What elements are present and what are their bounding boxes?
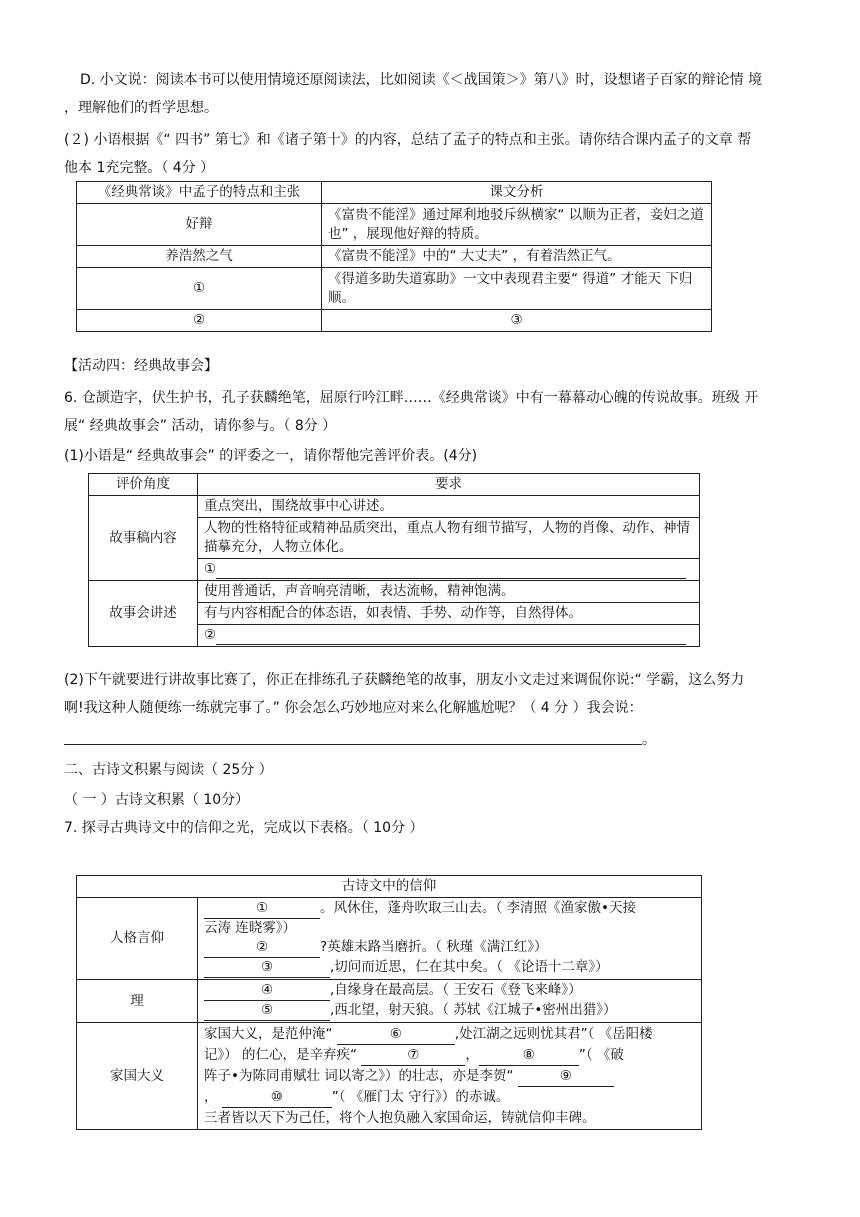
table-cell — [198, 1023, 702, 1130]
blank-mark: ② — [204, 627, 217, 643]
q6-line2: 展“ 经典故事会” 活动，请你参与。（ 8分 ） — [64, 418, 337, 434]
table-cell: 人物的性格特征或精神品质突出，重点人物有细节描写，人物的肖像、动作、神情描摹充分，人物立体化。 — [198, 518, 700, 559]
table-cell — [198, 980, 702, 1023]
evaluation-table — [88, 473, 700, 647]
q6-2-line2: 啊!我这种人随便练一练就完事了。” 你会怎么巧妙地应对来么化解尴尬呢？（ 4 分 ）我会说： — [64, 700, 643, 716]
eval-group-label: 故事会讲述 — [89, 581, 198, 647]
table-header: 课文分析 — [322, 182, 712, 204]
activity-heading: 【活动四：经典故事会】 — [64, 358, 218, 374]
table-cell: 养浩然之气 — [77, 246, 322, 268]
answer-blank-eval-2[interactable] — [198, 625, 700, 647]
q2-line1: (２) 小语根据《“ 四书” 第七》和《诸子第十》的内容，总结了孟子的特点和主张。请你结合课内孟子的文章 帮 — [64, 132, 752, 148]
answer-blank-9[interactable]: ⑨ — [518, 1066, 614, 1087]
q7-prompt: 7. 探寻古典诗文中的信仰之光，完成以下表格。（ 10分 ） — [64, 820, 424, 836]
text-span: ”（ 《破 — [578, 1047, 624, 1063]
answer-blank-1[interactable]: ① — [77, 268, 322, 310]
answer-blank-5[interactable]: ⑤ — [204, 1001, 330, 1021]
table-header: 评价角度 — [89, 474, 198, 496]
poem-line: 云涛 连晓雾》） — [204, 920, 297, 936]
subsection-heading: （ 一 ）古诗文积累（ 10分） — [64, 792, 250, 808]
answer-blank-10[interactable]: ⑩ — [222, 1087, 332, 1108]
text-span: 阵子•为陈同甫赋壮 词以寄之》）的壮志，亦是李贺“ — [204, 1068, 514, 1084]
poem-line: ,自缘身在最高层。（ 王安石《登飞来峰》） — [330, 982, 582, 998]
answer-blank-1[interactable]: ① — [204, 899, 320, 919]
text-span: ， — [465, 1047, 479, 1063]
answer-blank-4[interactable]: ④ — [204, 981, 330, 1001]
text-span: 家国大义，是范仲淹“ — [204, 1026, 333, 1042]
text-span: ， — [204, 1089, 218, 1105]
table-cell — [198, 898, 702, 980]
answer-blank-2[interactable]: ② — [204, 938, 320, 958]
row-label: 理 — [77, 980, 198, 1023]
answer-blank-6[interactable]: ⑥ — [337, 1024, 455, 1045]
answer-blank-2[interactable]: ② — [77, 310, 322, 332]
item-d-line1: D. 小文说：阅读本书可以使用情境还原阅读法，比如阅读《＜战国策＞》第八》时，设想诸子百家的辩论情 境 — [80, 72, 763, 88]
text-span: 三者皆以天下为己任，将个人抱负融入家国命运，铸就信仰丰碑。 — [204, 1110, 596, 1126]
table-header: 《经典常谈》中孟子的特点和主张 — [77, 182, 322, 204]
answer-line[interactable] — [64, 744, 642, 745]
poem-line: 。风休住，蓬舟吹取三山去。（ 李清照《渔家傲•天接 — [320, 900, 637, 916]
answer-line-end: 。 — [642, 732, 656, 748]
text-span: ,处江湖之远则忧其君”（ 《岳阳楼 — [454, 1026, 653, 1042]
q6-line1: 6. 仓颉造字，伏生护书，孔子获麟绝笔，屈原行吟江畔……《经典常谈》中有一幕幕动心魄的传说故事。班级 开 — [64, 390, 759, 406]
text-span: ”（ 《雁门太 守行》）的赤诚。 — [331, 1089, 510, 1105]
table-cell: 有与内容相配合的体态语，如表情、手势、动作等，自然得体。 — [198, 603, 700, 625]
table-cell: 《得道多助失道寡助》一文中表现君主要“ 得道” 才能天 下归顺。 — [322, 268, 712, 310]
table-cell: 好辩 — [77, 204, 322, 246]
table-header: 要求 — [198, 474, 700, 496]
blank-mark: ① — [204, 561, 217, 577]
q2-line2: 他本 1充完整。（ 4分 ） — [64, 160, 215, 176]
q6-1-prompt: (1)小语是“ 经典故事会” 的评委之一，请你帮他完善评价表。(4分) — [64, 448, 478, 464]
table-cell: 《富贵不能淫》中的“ 大丈夫” ，有着浩然正气。 — [322, 246, 712, 268]
q6-2-line1: (2)下午就要进行讲故事比赛了，你正在排练孔子获麟绝笔的故事，朋友小文走过来调侃你说:“ 学霸，这么努力 — [64, 672, 745, 688]
answer-blank-eval-1[interactable] — [198, 559, 700, 581]
poem-line: ?英雄末路当磨折。（ 秋瑾《满江红》） — [320, 939, 548, 955]
poetry-table — [76, 875, 702, 1130]
section-heading: 二、古诗文积累与阅读（ 25分 ） — [64, 762, 273, 778]
answer-blank-7[interactable]: ⑦ — [361, 1045, 465, 1066]
table-cell: 《富贵不能淫》通过犀利地驳斥纵横家“ 以顺为正者，妾妇之道也” ，展现他好辩的特质。 — [322, 204, 712, 246]
mencius-table — [76, 181, 712, 332]
answer-blank-3[interactable]: ③ — [322, 310, 712, 332]
item-d-line2: ，理解他们的哲学思想。 — [64, 100, 218, 116]
poem-line: ,西北望，射天狼。（ 苏轼《江城子•密州出猎》） — [330, 1002, 617, 1018]
table-title: 古诗文中的信仰 — [77, 876, 702, 898]
table-cell: 重点突出，围绕故事中心讲述。 — [198, 496, 700, 518]
answer-blank-3[interactable]: ③ — [204, 958, 330, 978]
eval-group-label: 故事稿内容 — [89, 496, 198, 581]
table-cell: 使用普通话，声音响亮清晰，表达流畅，精神饱满。 — [198, 581, 700, 603]
answer-blank-8[interactable]: ⑧ — [479, 1045, 579, 1066]
row-label: 家国大义 — [77, 1023, 198, 1130]
row-label: 人格言仰 — [77, 898, 198, 980]
text-span: 记》） 的仁心，是辛弃疾“ — [204, 1047, 358, 1063]
poem-line: ,切问而近思，仁在其中矣。（ 《论语十二章》） — [330, 959, 609, 975]
